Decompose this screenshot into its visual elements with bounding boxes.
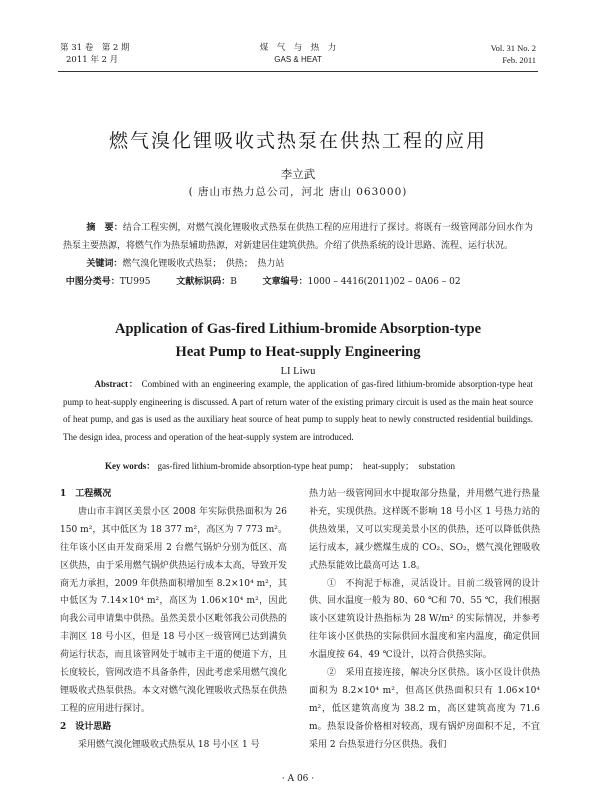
header-date-cn: 2011 年 2 月 bbox=[66, 55, 119, 65]
keywords-en bbox=[105, 459, 455, 472]
keywords-cn-label: 关键词： bbox=[86, 259, 123, 269]
abstract-cn-paragraph bbox=[63, 219, 533, 255]
article-number-label: 文章编号： bbox=[262, 277, 308, 287]
clc-value: TU995 bbox=[119, 277, 151, 287]
abstract-en bbox=[63, 376, 533, 447]
abstract-cn bbox=[63, 219, 533, 291]
body-paragraph-3: ① 不拘泥于标准，灵活设计。目前二级管网的设计供、回水温度一般为 80、60 ℃和 70、55 ℃，我们根据该小区建筑设计热指标为 28 W/m² 的实际情况，并参考往年该小区供热的实际供回水温度和室内温度，确定供回水温度按 64、49 ℃设计，以符合供热实际。 bbox=[309, 578, 540, 661]
header-date-en: Feb. 2011 bbox=[502, 55, 536, 65]
body-paragraph-4: ② 采用直接连接，解决分区供热。该小区设计供热面积为 8.2×10⁴ m²，但高区供热面积只有 1.06×10⁴ m²，低区建筑高度为 38.2 m，高区建筑高度为 71.6 m。热泵设备价格相对较高，现有锅炉房面积不足，不宜采用 2 台热泵进行分区供热。我们 bbox=[309, 668, 540, 750]
body-paragraph-2-start: 采用燃气溴化锂吸收式热泵从 18 号小区 1 号 bbox=[78, 739, 260, 750]
title-cn: 燃气溴化锂吸收式热泵在供热工程的应用 bbox=[108, 130, 487, 152]
body-left-column bbox=[60, 486, 287, 755]
title-en-line2: Heat Pump to Heat-supply Engineering bbox=[175, 344, 421, 360]
abstract-en-text: Combined with an engineering example, the application of gas-fired lithium-bromide absorption-type heat pump to heat-supply engineering is discussed. A part of return water of the existing primary circuit is used as the main heat source of heat pump, and gas is used as the auxiliary heat source of heat pump to supply heat to newly constructed residential buildings. The design idea, process and operation of the heat-supply system are introduced. bbox=[63, 379, 533, 443]
doc-code-label: 文献标识码： bbox=[176, 277, 231, 287]
header-volume-en: Vol. 31 No. 2 bbox=[490, 43, 536, 53]
section-1-title: 1 工程概况 bbox=[60, 489, 112, 499]
body-right-column bbox=[309, 486, 540, 755]
header-rule bbox=[58, 71, 538, 72]
header-right bbox=[491, 42, 536, 66]
title-en-line1: Application of Gas-fired Lithium-bromide Absorption-type bbox=[114, 321, 482, 337]
author-en: LI Liwu bbox=[280, 366, 316, 377]
classification-line bbox=[63, 273, 533, 291]
page-number: · A 06 · bbox=[281, 774, 315, 784]
body-paragraph-2-cont: 热力站一级管网回水中提取部分热量，并用燃气进行热量补充，实现供热。这样既不影响 18 号小区 1 号热力站的供热效果，又可以实现美景小区的供热，还可以降低供热运行成本，减少燃煤生成的 CO₂、SO₂，燃气溴化锂吸收式热泵能效比最高可达 1.8。 bbox=[309, 489, 540, 571]
body-paragraph-1: 唐山市丰润区美景小区 2008 年实际供热面积为 26 150 m²，其中低区为 18 377 m²，高区为 7 773 m²。往年该小区由开发商采用 2 台燃气锅炉分别为低区、高区供热，由于采用燃气锅炉供热运行成本太高，导致开发商无力承担，2009 年供热面积增加至 8.2×10⁴ m²，其中低区为 7.14×10⁴ m²，高区为 1.06×10⁴ m²，因此向我公司申请集中供热。虽然美景小区毗邻我公司供热的丰润区 18 号小区，但是 18 号小区一级管网已达到满负荷运行状态，而且该管网处于城市主干道的便道下方，且长度较长，管网改造不具备条件，因此考虑采用燃气溴化锂吸收式热泵供热。本文对燃气溴化锂吸收式热泵在供热工程的应用进行探讨。 bbox=[60, 506, 287, 714]
author-cn: 李立武 bbox=[280, 167, 316, 181]
header-volume-cn: 第 31 卷 第 2 期 bbox=[60, 43, 130, 53]
journal-name-en: GAS & HEAT bbox=[274, 55, 322, 64]
abstract-cn-text: 结合工程实例，对燃气溴化锂吸收式热泵在供热工程的应用进行了探讨。将既有一级管网部分回水作为热泵主要热源，将燃气作为热泵辅助热源，对新建居住建筑供热。介绍了供热系统的设计思路、流程、运行状况。 bbox=[63, 223, 533, 251]
affiliation-cn: ( 唐山市热力总公司，河北 唐山 063000) bbox=[188, 186, 408, 198]
section-2-title: 2 设计思路 bbox=[60, 721, 112, 732]
journal-name-cn: 煤 气 与 热 力 bbox=[259, 43, 337, 53]
article-number-value: 1000 – 4416(2011)02 – 0A06 – 02 bbox=[307, 277, 461, 287]
keywords-cn bbox=[63, 255, 533, 273]
abstract-en-label: Abstract： bbox=[94, 379, 139, 389]
doc-code-value: B bbox=[230, 277, 237, 287]
keywords-cn-text: 燃气溴化锂吸收式热泵； 供热； 热力站 bbox=[122, 259, 285, 269]
keywords-en-label: Key words： bbox=[105, 461, 156, 471]
keywords-en-text: gas-fired lithium-bromide absorption-type heat pump； heat-supply； substation bbox=[155, 461, 455, 471]
clc-label: 中图分类号： bbox=[65, 277, 120, 287]
abstract-cn-label: 摘 要： bbox=[86, 223, 123, 233]
title-en bbox=[0, 318, 596, 364]
